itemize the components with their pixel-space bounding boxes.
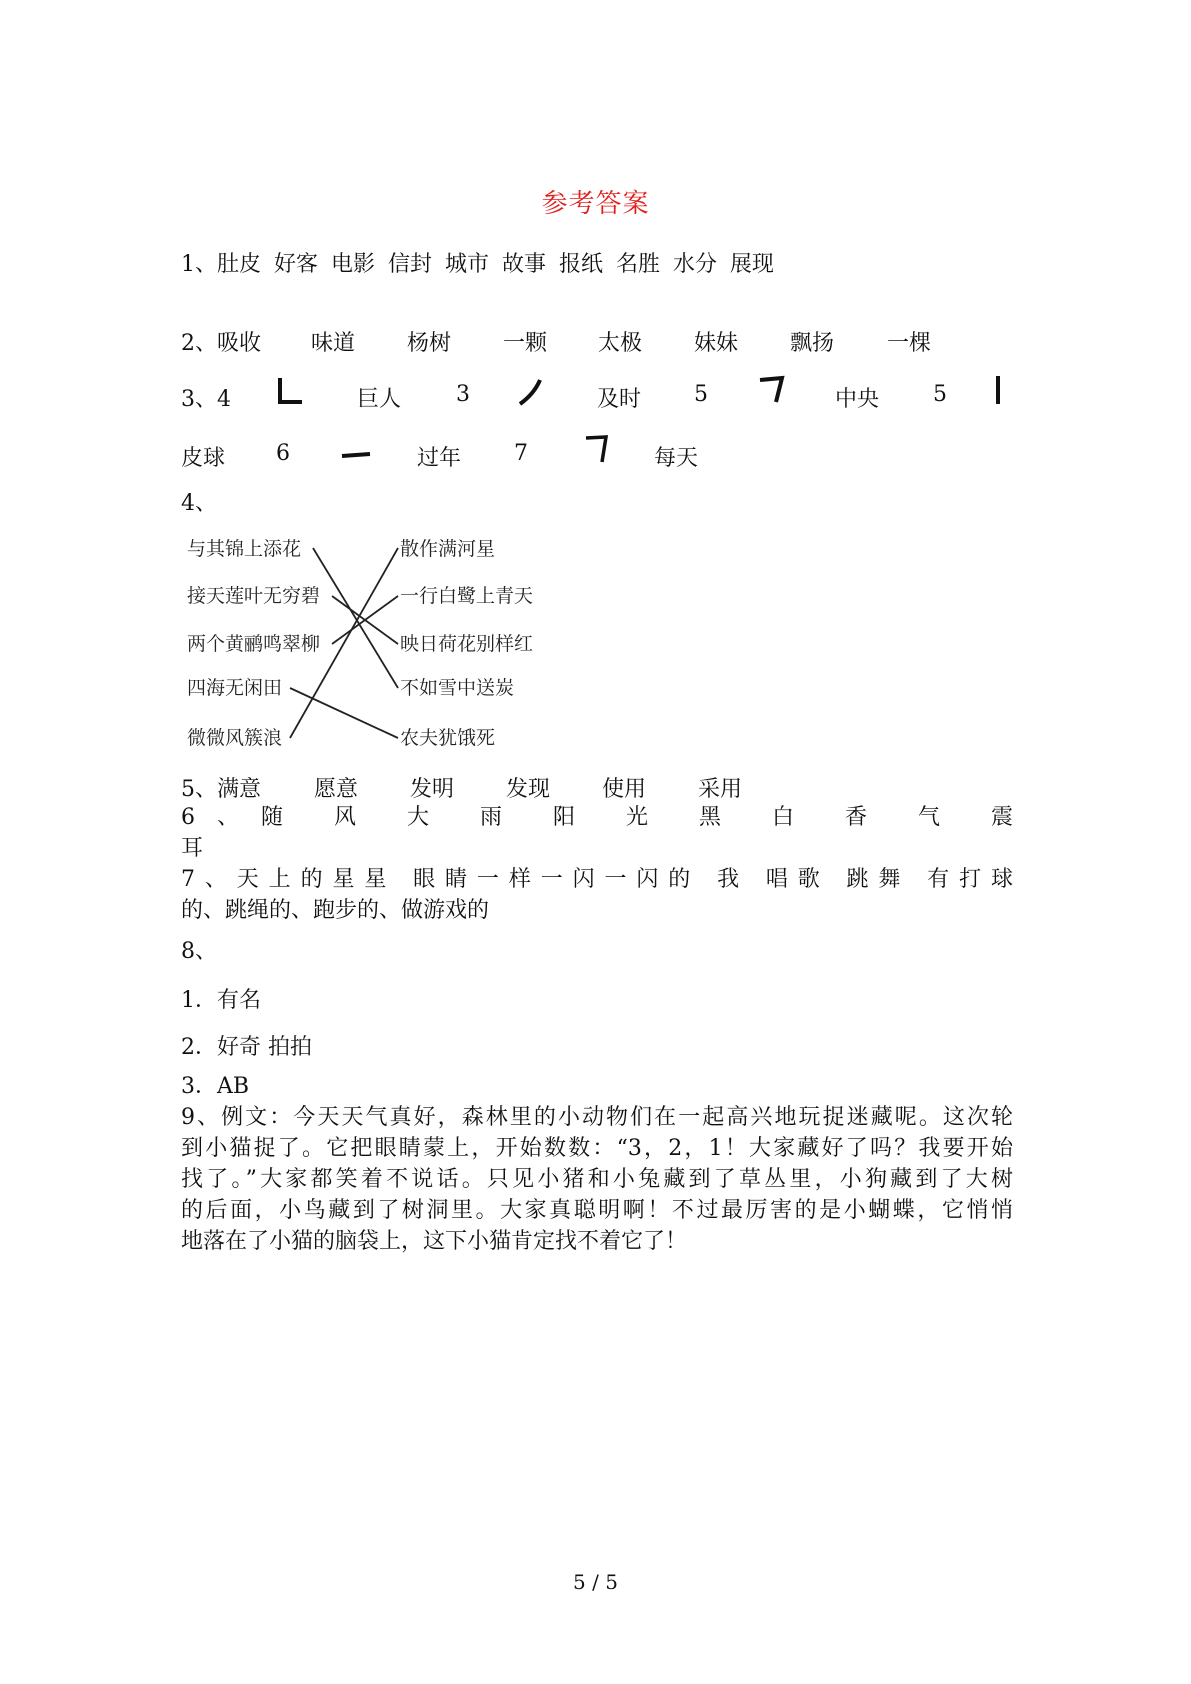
answer-3-item: 3、4 — [181, 387, 231, 412]
answer-2-word: 一颗 — [503, 331, 548, 356]
answer-3-item: 6 — [276, 441, 290, 466]
answer-5-word: 发明 — [410, 777, 455, 802]
answer-3-item: 皮球 — [181, 446, 226, 471]
answer-5-word: 发现 — [506, 777, 551, 802]
page-number: 5 / 5 — [573, 1570, 618, 1594]
answer-2-word: 味道 — [311, 331, 356, 356]
answer-5-word: 愿意 — [314, 777, 359, 802]
answer-2-word: 杨树 — [407, 331, 452, 356]
answer-6: 6、随 风 大 雨 阳 光 黑 白 香 气 震 — [181, 805, 1013, 830]
answer-8-item: 3．AB — [181, 1074, 250, 1099]
match-left-item: 两个黄鹂鸣翠柳 — [187, 633, 321, 655]
answer-7-line2: 的、跳绳的、跑步的、做游戏的 — [181, 898, 490, 923]
match-right-item: 农夫犹饿死 — [400, 727, 496, 749]
answer-1: 1、肚皮 好客 电影 信封 城市 故事 报纸 名胜 水分 展现 — [181, 252, 774, 277]
answer-3-item: 及时 — [597, 387, 642, 412]
answer-3-item: 5 — [694, 382, 708, 407]
answer-5-word: 使用 — [602, 777, 647, 802]
answer-9-line: 9、例文：今天天气真好，森林里的小动物们在一起高兴地玩捉迷藏呢。这次轮 — [181, 1105, 1013, 1130]
stroke-pie-icon — [512, 372, 552, 412]
answer-5-word: 5、满意 — [181, 777, 261, 802]
match-right-item: 映日荷花别样红 — [400, 633, 534, 655]
match-right-item: 散作满河星 — [400, 538, 496, 560]
answer-2-word: 妹妹 — [694, 331, 739, 356]
answer-7-line1: 7、天上的星星 眼睛一样一闪一闪的 我 唱歌 跳舞 有打球 — [181, 867, 1013, 892]
match-left-item: 微微风簇浪 — [187, 727, 283, 749]
answer-5-word: 采用 — [698, 777, 743, 802]
answer-3-item: 7 — [514, 441, 528, 466]
answer-4-label: 4、 — [181, 491, 217, 516]
match-left-item: 与其锦上添花 — [187, 538, 302, 560]
answer-3-item: 中央 — [835, 387, 880, 412]
answer-9-line: 找了。”大家都笑着不说话。只见小猪和小兔藏到了草丛里，小狗藏到了大树 — [181, 1167, 1013, 1192]
answer-2-word: 飘扬 — [790, 331, 835, 356]
matching-diagram — [180, 528, 560, 768]
match-right-item: 不如雪中送炭 — [400, 677, 515, 699]
stroke-hengzhe-icon — [752, 370, 792, 410]
answer-2-word: 2、吸收 — [181, 331, 261, 356]
answer-8-label: 8、 — [181, 939, 217, 964]
answer-9-line: 到小猫捉了。它把眼睛蒙上，开始数数：“3，2，1！大家藏好了吗？我要开始 — [181, 1136, 1013, 1161]
answer-3-item: 巨人 — [357, 387, 402, 412]
match-left-item: 四海无闲田 — [187, 677, 283, 699]
answer-3-item: 每天 — [654, 446, 699, 471]
match-line — [290, 688, 398, 738]
answer-3-item: 3 — [456, 382, 470, 407]
match-left-item: 接天莲叶无穷碧 — [187, 585, 321, 607]
answer-2-word: 太极 — [598, 331, 643, 356]
answer-6-wrap: 耳 — [181, 836, 204, 861]
answer-2-word: 一棵 — [887, 331, 932, 356]
answer-8-item: 1．有名 — [181, 988, 261, 1013]
page-title: 参考答案 — [541, 189, 650, 219]
match-right-item: 一行白鹭上青天 — [400, 585, 534, 607]
answer-8-item: 2．好奇 拍拍 — [181, 1035, 312, 1060]
stroke-heng-icon — [336, 440, 376, 470]
answer-3-item: 5 — [933, 382, 947, 407]
stroke-hengzhe-icon — [578, 428, 618, 468]
stroke-shu-icon — [988, 370, 1008, 410]
answer-9-line: 的后面，小鸟藏到了树洞里。大家真聪明啊！不过最厉害的是小蝴蝶，它悄悄 — [181, 1198, 1013, 1223]
answer-3-item: 过年 — [417, 446, 462, 471]
answer-9-line: 地落在了小猫的脑袋上，这下小猫肯定找不着它了！ — [181, 1229, 688, 1254]
stroke-shuzhe-icon — [270, 372, 310, 412]
